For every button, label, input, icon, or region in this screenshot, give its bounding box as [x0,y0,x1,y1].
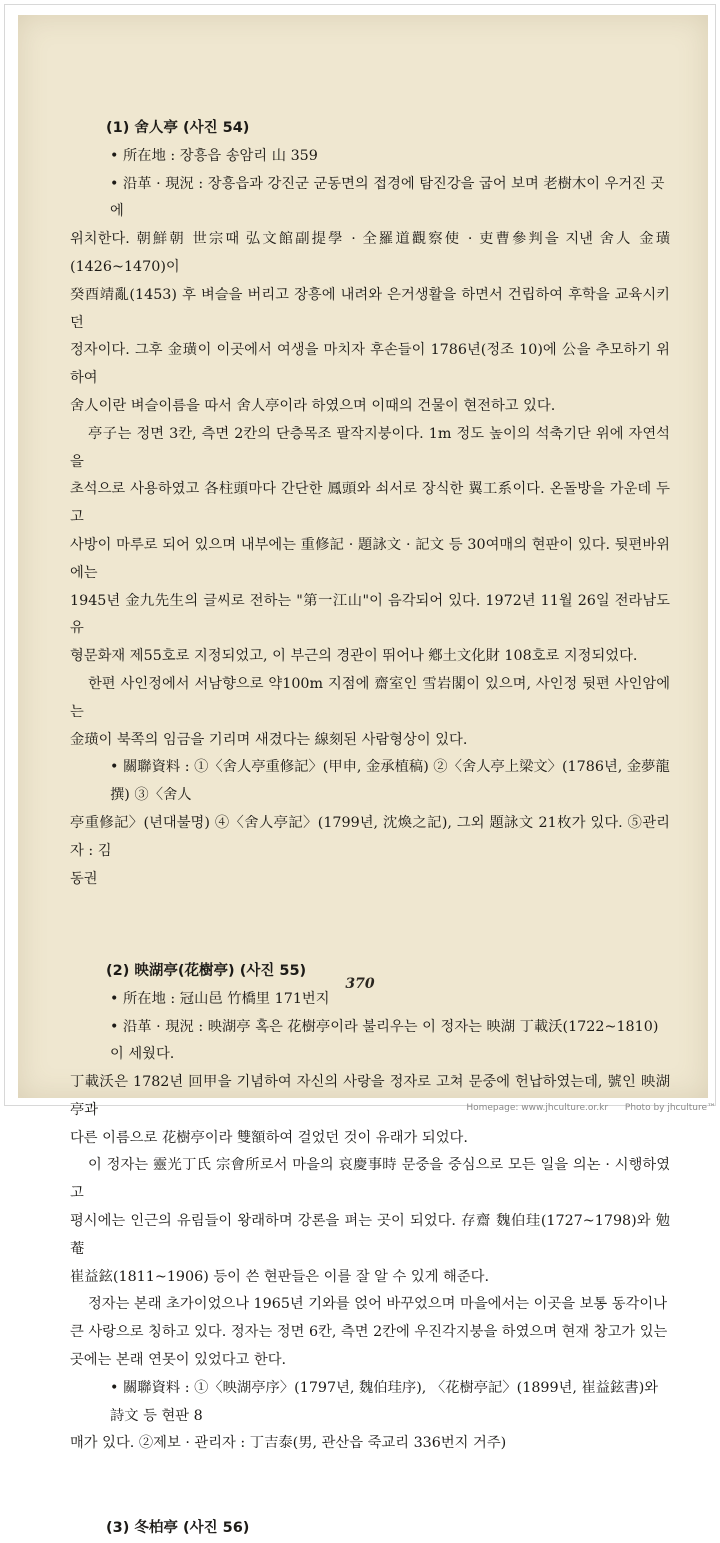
text-line: 매가 있다. ②제보 · 관리자 : 丁吉泰(男, 관산읍 죽교리 336번지 거주) [70,1435,507,1452]
text-line: 정자는 본래 초가이었으나 1965년 기와를 얹어 바꾸었으며 마을에서는 이곳을 보통 동각이나 [88,1296,668,1313]
text-line: 위치한다. 朝鮮朝 世宗때 弘文館副提學 · 全羅道觀察使 · 吏曹參判을 지낸 舍人 金璜(1426~1470)이 [70,231,670,275]
text-line: • 關聯資料 : ①〈舍人亭重修記〉(甲申, 金承植稿) ②〈舍人亭上梁文〉(1786년, 金夢龍撰) ③〈舍人 [110,759,670,804]
text-line: 평시에는 인근의 유림들이 왕래하며 강론을 펴는 곳이 되었다. 存齋 魏伯珪(1727~1798)와 勉菴 [70,1213,670,1257]
text-line: 형문화재 제55호로 지정되었고, 이 부근의 경관이 뛰어나 鄕土文化財 108호로 지정되었다. [70,648,638,665]
text-line: • 沿革 · 現況 : 장흥읍과 강진군 군동면의 접경에 탐진강을 굽어 보며 老樹木이 우거진 곳에 [110,175,665,220]
section-heading: (2) 映湖亭(花樹亭) (사진 55) [106,962,307,979]
text-line: 癸酉靖亂(1453) 후 벼슬을 버리고 장흥에 내려와 은거생활을 하면서 건립하여 후학을 교육시키던 [70,286,670,331]
text-line: • 所在地 : 冠山邑 竹橋里 171번지 [110,990,330,1007]
homepage-credit: Homepage: www.jhculture.or.kr [466,1103,609,1113]
section-heading: (1) 舍人亭 (사진 54) [106,120,250,136]
section-spacer [70,1473,670,1501]
text-line: 한편 사인정에서 서남향으로 약100m 지점에 齋室인 雪岩閣이 있으며, 사인정 뒷편 사인암에는 [70,675,670,720]
photo-credit: Photo by jhculture™ [624,1103,716,1113]
text-line: 동권 [70,870,98,887]
text-line: 金璜이 북쪽의 임금을 기리며 새겼다는 線刻된 사람형상이 있다. [70,731,468,748]
text-line: 1945년 金九先生의 글씨로 전하는 "第一江山"이 음각되어 있다. 1972년 11월 26일 전라남도 유 [70,592,670,637]
page-number: 370 [345,976,375,992]
text-line: 崔益鉉(1811~1906) 등이 쓴 현판들은 이를 잘 알 수 있게 해준다. [70,1268,490,1285]
text-line: 다른 이름으로 花樹亭이라 雙額하여 걸었던 것이 유래가 되었다. [70,1129,468,1146]
text-line: • 所在地 : 장흥읍 송암리 山 359 [110,147,318,164]
section-spacer [70,908,670,944]
text-line: 舍人이란 벼슬이름을 따서 舍人亭이라 하였으며 이때의 건물이 현전하고 있다. [70,397,556,414]
text-line: 이 정자는 靈光丁氏 宗會所로서 마을의 哀慶事時 문중을 중심으로 모든 일을 의논 · 시행하였고 [70,1157,670,1202]
text-line: 큰 사랑으로 칭하고 있다. 정자는 정면 6칸, 측면 2칸에 우진각지붕을 하였으며 현재 창고가 있는 [70,1324,668,1341]
text-line: 丁載沃은 1782년 回甲을 기념하여 자신의 사랑을 정자로 고쳐 문중에 헌납하였는데, 號인 映湖亭과 [70,1074,670,1118]
text-line: • 關聯資料 : ①〈映湖亭序〉(1797년, 魏伯珪序), 〈花樹亭記〉(1899년, 崔益鉉書)와 詩文 등 현판 8 [110,1379,659,1424]
text-line: 곳에는 본래 연못이 있었다고 한다. [70,1352,287,1369]
watermark-footer [0,1103,716,1113]
text-line: 사방이 마루로 되어 있으며 내부에는 重修記 · 題詠文 · 記文 등 30여매의 현판이 있다. 뒷편바위에는 [70,536,670,581]
text-line: 亭子는 정면 3칸, 측면 2칸의 단층목조 팔작지붕이다. 1m 정도 높이의 석축기단 위에 자연석을 [70,425,670,470]
page-text [70,115,670,1543]
text-line: 초석으로 사용하였고 各柱頭마다 간단한 鳳頭와 쇠서로 장식한 翼工系이다. 온돌방을 가운데 두고 [70,481,670,526]
text-line: • 沿革 · 現況 : 映湖亭 혹은 花樹亭이라 불리우는 이 정자는 映湖 丁載沃(1722~1810)이 세웠다. [110,1018,659,1063]
text-line: 정자이다. 그후 金璜이 이곳에서 여생을 마치자 후손들이 1786년(정조 10)에 公을 추모하기 위하여 [70,342,670,387]
section-heading: (3) 冬柏亭 (사진 56) [106,1519,250,1536]
text-line: 亭重修記〉(년대불명) ④〈舍人亭記〉(1799년, 沈煥之記), 그외 題詠文 21枚가 있다. ⑤관리자 : 김 [70,814,670,859]
